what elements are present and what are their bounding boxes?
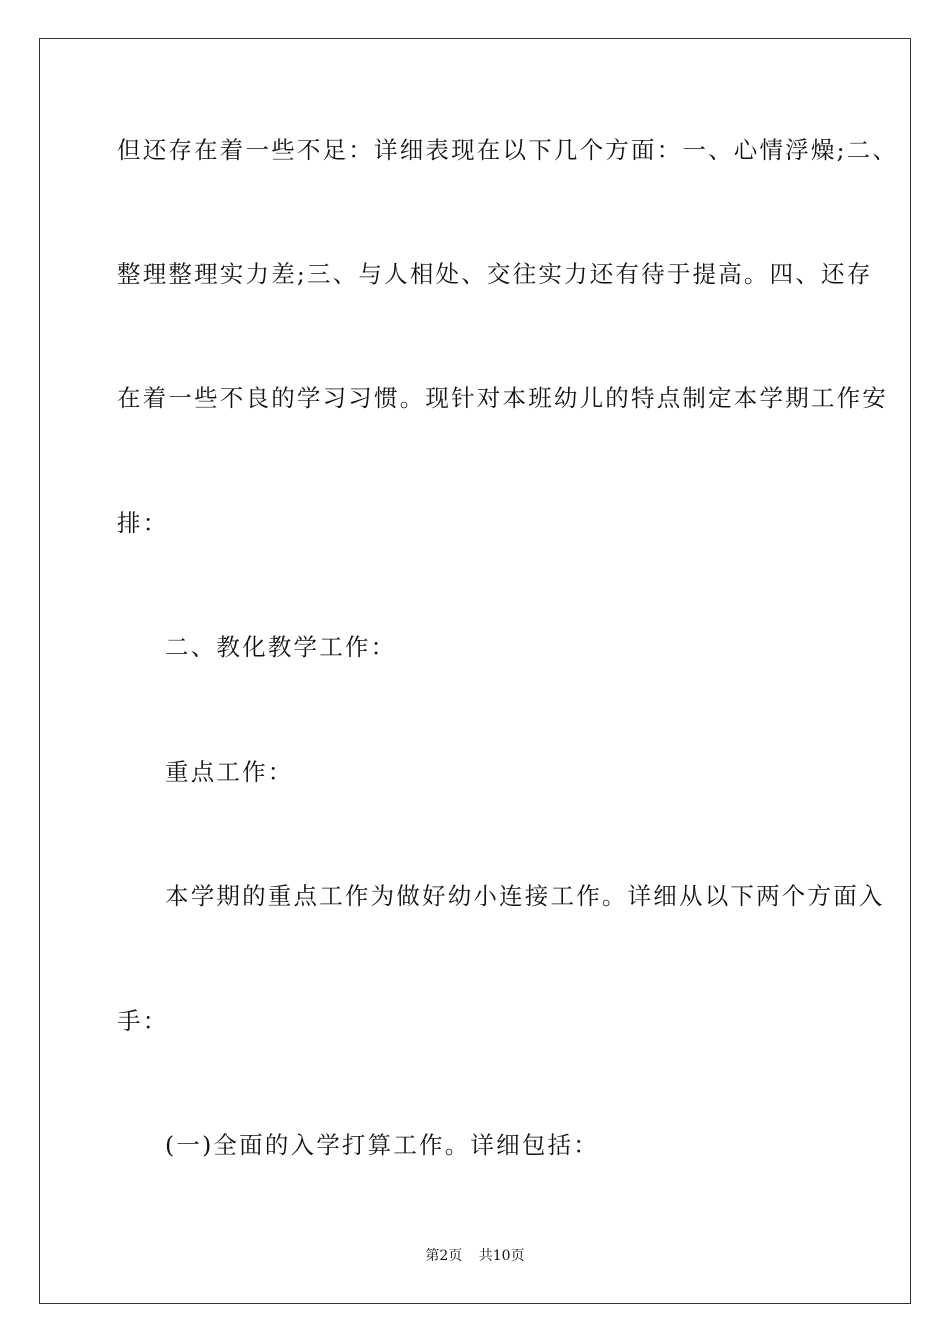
page-footer: [0, 1247, 950, 1265]
page-number-current: 第2页: [425, 1248, 463, 1264]
paragraph-line-2: 整理整理实力差;三、与人相处、交往实力还有待于提高。四、还存: [117, 260, 873, 288]
subsection-heading: 重点工作：: [165, 758, 294, 786]
page-number-total: 共10页: [478, 1248, 525, 1264]
paragraph-line-4: 排：: [117, 509, 169, 537]
paragraph-line-6: 手：: [117, 1007, 169, 1035]
paragraph-line-1: 但还存在着一些不足：详细表现在以下几个方面：一、心情浮燥;二、: [117, 136, 899, 164]
paragraph-line-3: 在着一些不良的学习习惯。现针对本班幼儿的特点制定本学期工作安: [117, 384, 888, 412]
page-border: [39, 38, 911, 1304]
section-heading: 二、教化教学工作：: [165, 633, 397, 661]
paragraph-line-5: 本学期的重点工作为做好幼小连接工作。详细从以下两个方面入: [165, 882, 885, 910]
list-item-heading: (一)全面的入学打算工作。详细包括：: [165, 1131, 599, 1159]
